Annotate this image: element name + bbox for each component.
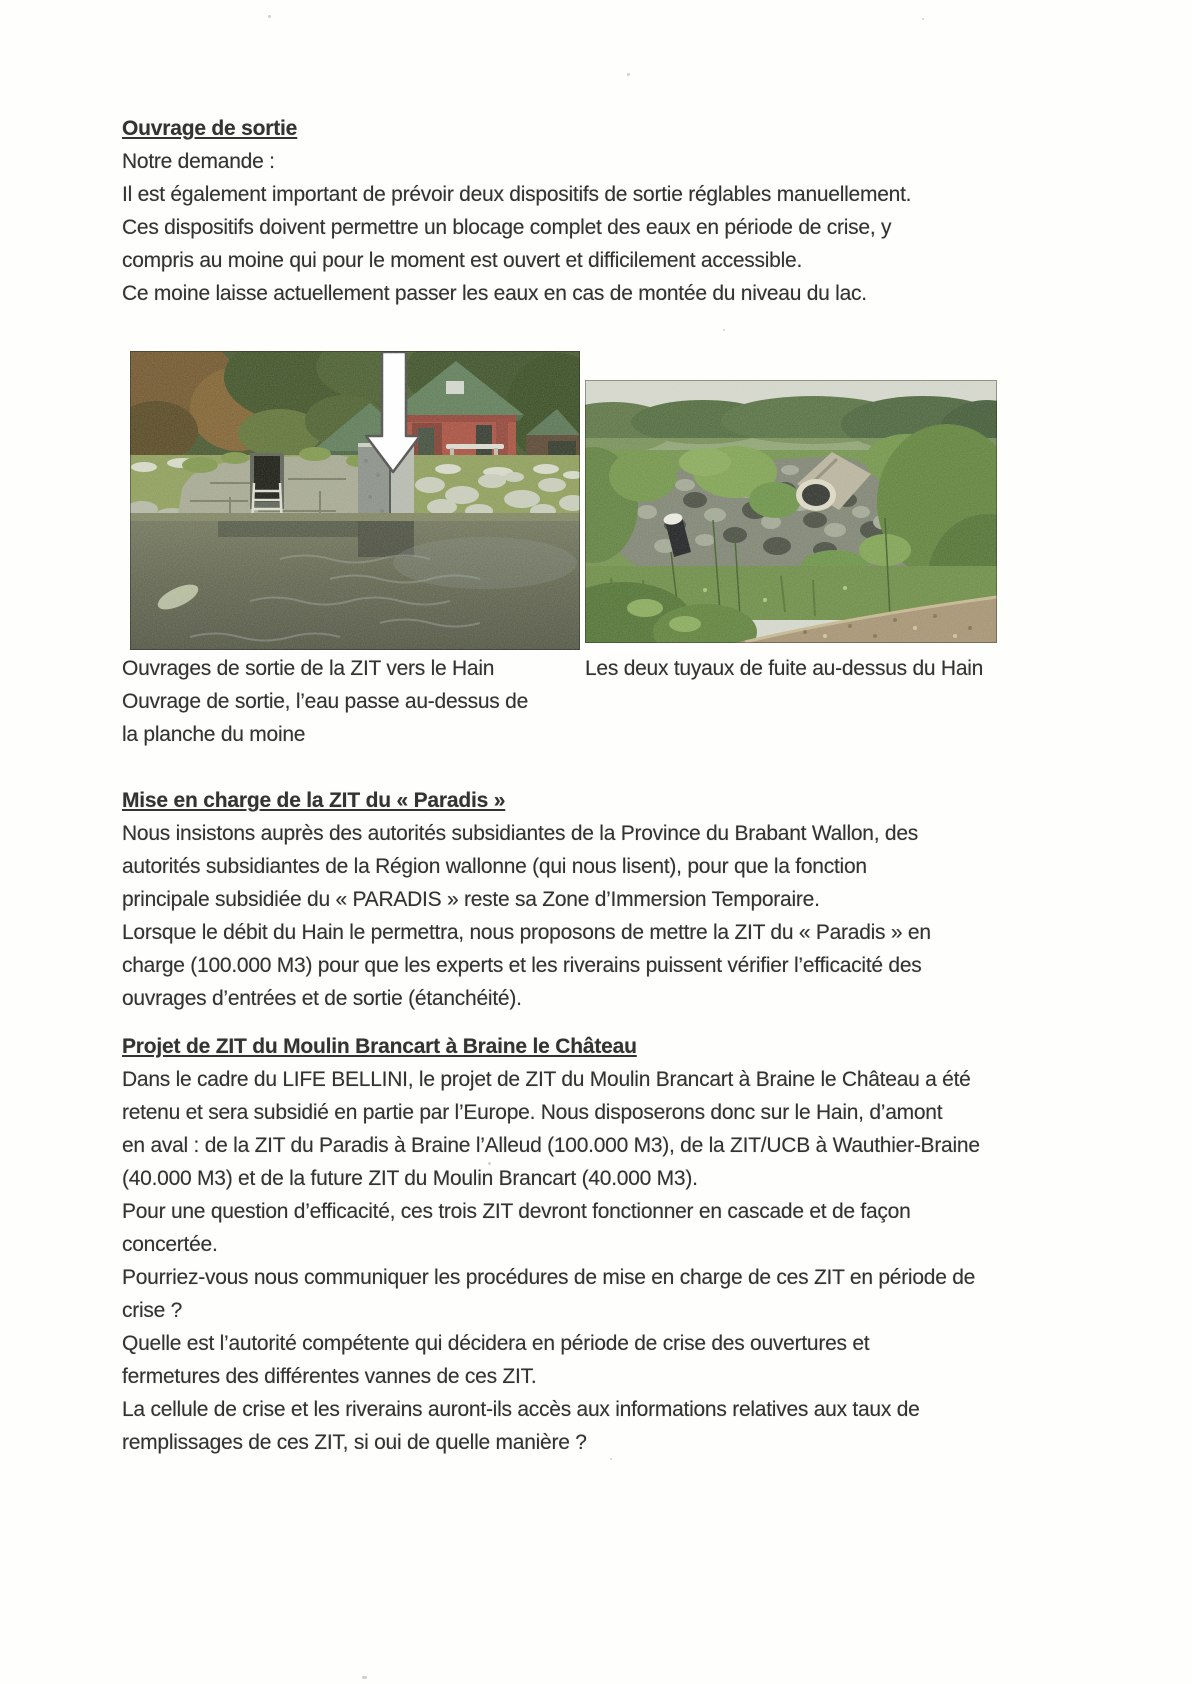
section-heading-projet-moulin-brancart: Projet de ZIT du Moulin Brancart à Braine le Château bbox=[122, 1035, 637, 1058]
section-projet-moulin-brancart bbox=[122, 1030, 1132, 1459]
body-line: compris au moine qui pour le moment est ouvert et difficilement accessible. bbox=[122, 249, 803, 272]
photo-two-leak-pipes bbox=[585, 380, 997, 643]
body-line: retenu et sera subsidié en partie par l’Europe. Nous disposerons donc sur le Hain, d’amont bbox=[122, 1101, 943, 1124]
body-line: Notre demande : bbox=[122, 150, 275, 173]
photo-captions bbox=[122, 652, 1132, 751]
section-heading-mise-en-charge: Mise en charge de la ZIT du « Paradis » bbox=[122, 789, 506, 812]
body-line: Lorsque le débit du Hain le permettra, nous proposons de mettre la ZIT du « Paradis » en bbox=[122, 921, 931, 944]
body-line: Ces dispositifs doivent permettre un blocage complet des eaux en période de crise, y bbox=[122, 216, 892, 239]
caption-left-photo bbox=[122, 652, 585, 751]
body-line: Quelle est l’autorité compétente qui décidera en période de crise des ouvertures et bbox=[122, 1332, 870, 1355]
body-line: principale subsidiée du « PARADIS » reste sa Zone d’Immersion Temporaire. bbox=[122, 888, 820, 911]
body-line: ouvrages d’entrées et de sortie (étanchéité). bbox=[122, 987, 522, 1010]
body-line: Dans le cadre du LIFE BELLINI, le projet de ZIT du Moulin Brancart à Braine le Château a été bbox=[122, 1068, 971, 1091]
body-line: charge (100.000 M3) pour que les experts et les riverains puissent vérifier l’efficacité des bbox=[122, 954, 922, 977]
body-line: Pourriez-vous nous communiquer les procédures de mise en charge de ces ZIT en période de bbox=[122, 1266, 976, 1289]
body-line: autorités subsidiantes de la Région wallonne (qui nous lisent), pour que la fonction bbox=[122, 855, 867, 878]
body-line: Il est également important de prévoir deux dispositifs de sortie réglables manuellement. bbox=[122, 183, 912, 206]
body-line: concertée. bbox=[122, 1233, 218, 1256]
section-ouvrage-de-sortie bbox=[122, 112, 1132, 310]
caption-line: Ouvrages de sortie de la ZIT vers le Hain bbox=[122, 657, 495, 680]
body-line: remplissages de ces ZIT, si oui de quelle manière ? bbox=[122, 1431, 587, 1454]
caption-right-photo bbox=[585, 652, 1132, 751]
body-line: La cellule de crise et les riverains auront-ils accès aux informations relatives aux taux de bbox=[122, 1398, 920, 1421]
photo-outlet-works-zit bbox=[130, 351, 580, 650]
body-line: (40.000 M3) et de la future ZIT du Moulin Brancart (40.000 M3). bbox=[122, 1167, 698, 1190]
section-heading-ouvrage-de-sortie: Ouvrage de sortie bbox=[122, 117, 298, 140]
body-line: Pour une question d’efficacité, ces trois ZIT devront fonctionner en cascade et de façon bbox=[122, 1200, 911, 1223]
caption-line: Ouvrage de sortie, l’eau passe au-dessus de bbox=[122, 690, 528, 713]
body-line: fermetures des différentes vannes de ces ZIT. bbox=[122, 1365, 537, 1388]
body-line: en aval : de la ZIT du Paradis à Braine l’Alleud (100.000 M3), de la ZIT/UCB à Wauthier-Braine bbox=[122, 1134, 980, 1157]
body-line: Ce moine laisse actuellement passer les eaux en cas de montée du niveau du lac. bbox=[122, 282, 867, 305]
body-line: crise ? bbox=[122, 1299, 183, 1322]
caption-line: Les deux tuyaux de fuite au-dessus du Hain bbox=[585, 657, 984, 680]
body-line: Nous insistons auprès des autorités subsidiantes de la Province du Brabant Wallon, des bbox=[122, 822, 919, 845]
caption-line: la planche du moine bbox=[122, 723, 306, 746]
section-mise-en-charge bbox=[122, 784, 1132, 1015]
